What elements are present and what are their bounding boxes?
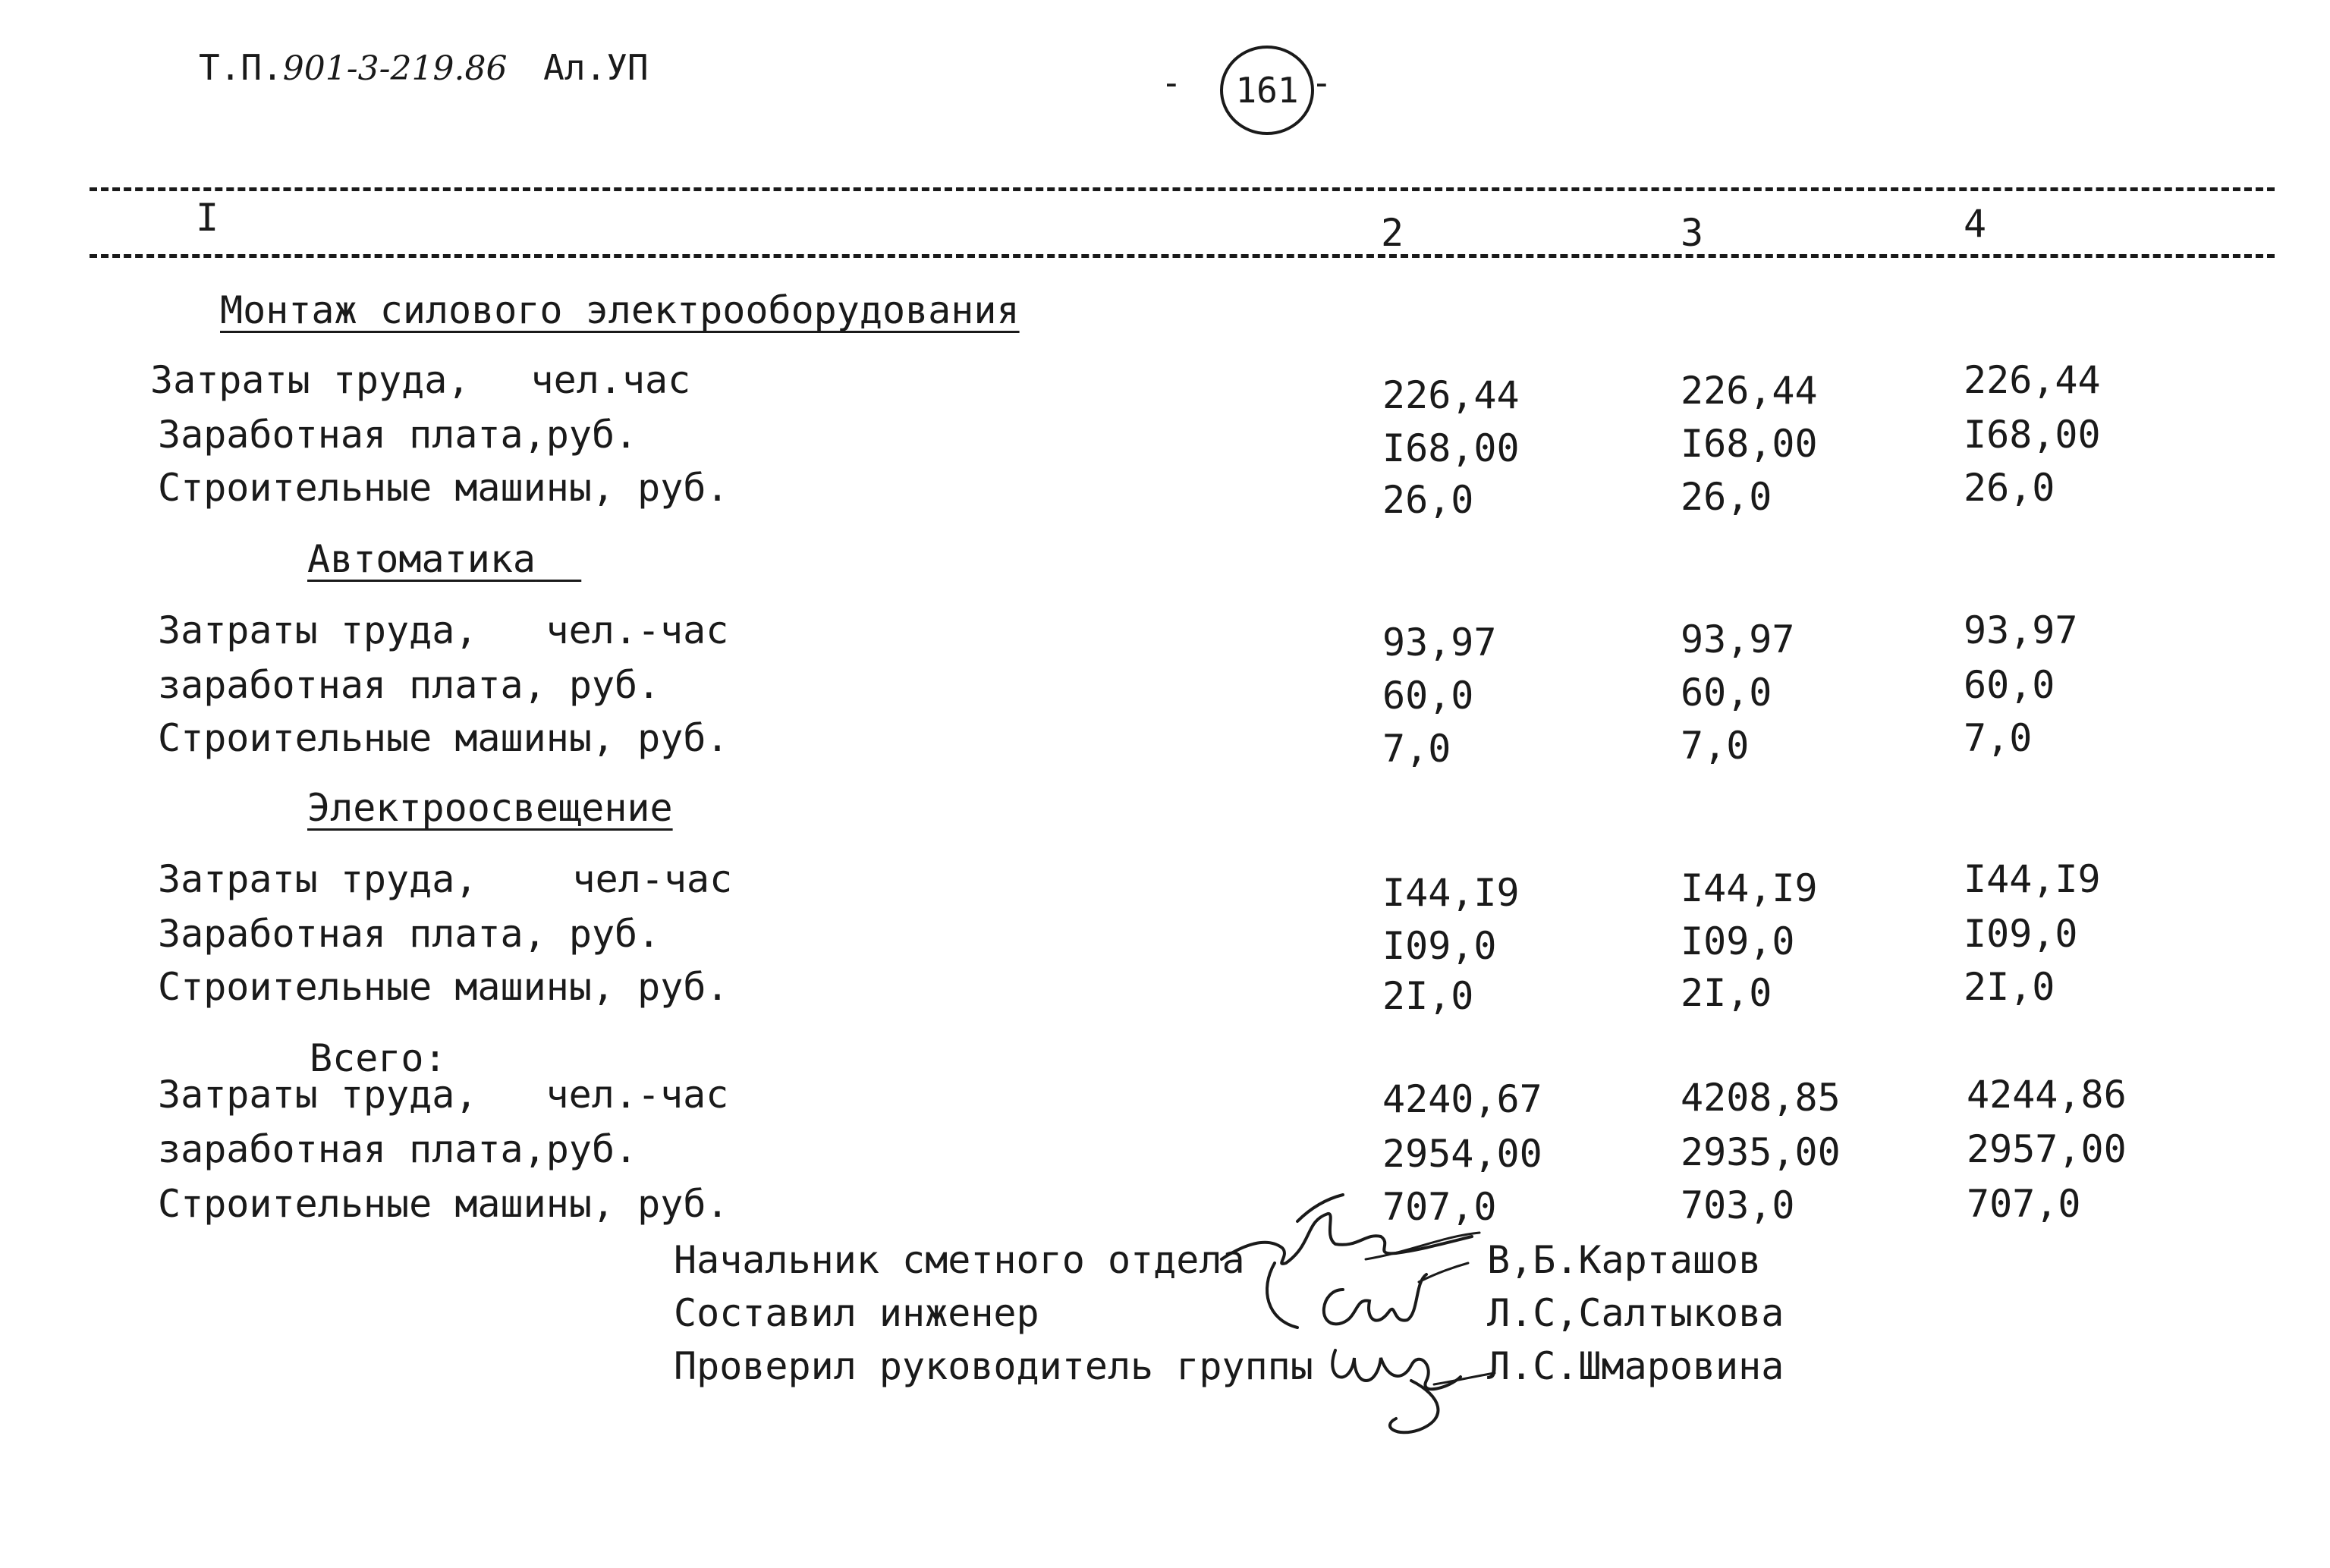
table-top-rule [90,187,2275,191]
row-label: Затраты труда, чел.-час [158,608,729,652]
row-value: 707,0 [1382,1185,1497,1229]
row-label: Затраты труда, чел-час [158,857,733,901]
row-value: 26,0 [1964,466,2055,510]
column-header-3: 3 [1681,211,1704,255]
row-value: 7,0 [1964,716,2033,760]
row-value: 2I,0 [1964,965,2055,1009]
row-label: заработная плата,руб. [158,1127,638,1171]
page-number: 161 [1235,70,1299,111]
row-value: 707,0 [1967,1182,2081,1226]
row-value: 60,0 [1964,663,2055,707]
row-value: 4240,67 [1382,1077,1542,1121]
signature-name: Л.С,Салтыкова [1487,1291,1784,1335]
total-title: Всего: [310,1036,447,1080]
row-label: Затраты труда, чел.-час [158,1073,729,1117]
album-label: Ал.УП [543,47,649,88]
row-value: I09,0 [1964,912,2078,956]
row-value: 4244,86 [1967,1073,2127,1117]
row-value: I68,00 [1964,413,2101,457]
row-value: 93,97 [1681,617,1795,661]
row-value: 226,44 [1382,373,1520,417]
signature-name: В,Б.Карташов [1487,1238,1762,1282]
row-label: Строительные машины, руб. [158,965,729,1009]
section-title-power: Монтаж силового электрооборудования [220,288,1020,332]
handwritten-signature-3 [1320,1335,1502,1441]
doc-prefix: Т.П. [199,47,283,88]
row-value: 7,0 [1681,724,1750,768]
row-value: 2954,00 [1382,1132,1542,1176]
row-label: Строительные машины, руб. [158,466,729,510]
row-value: 2957,00 [1967,1127,2127,1171]
row-value: 703,0 [1681,1183,1795,1227]
row-value: 93,97 [1382,621,1497,665]
row-value: 2935,00 [1681,1130,1841,1174]
column-header-2: 2 [1381,211,1404,255]
row-label: Заработная плата,руб. [158,413,638,457]
column-header-1: I [196,196,219,240]
row-unit: чел.час [530,358,691,402]
row-unit: чел.-час [546,1073,729,1117]
row-unit: чел-час [572,857,733,901]
row-value: I68,00 [1382,426,1520,470]
row-label: Строительные машины, руб. [158,716,729,760]
doc-number: 901-3-219.86 [282,49,508,88]
row-value: I44,I9 [1964,857,2101,901]
row-value: 26,0 [1382,478,1474,522]
row-label: Строительные машины, руб. [158,1182,729,1226]
row-value: 26,0 [1681,475,1772,519]
row-value: 226,44 [1681,369,1818,413]
row-label: Заработная плата, руб. [158,912,661,956]
section-title-automation: Автоматика [307,537,536,581]
row-value: 93,97 [1964,608,2078,652]
row-value: I68,00 [1681,422,1818,466]
row-value: 60,0 [1382,674,1474,718]
row-value: I09,0 [1382,924,1497,968]
signature-role: Начальник сметного отдела [674,1238,1245,1282]
page-number-circle [1220,46,1314,135]
row-value: 60,0 [1681,671,1772,715]
doc-code [199,47,649,88]
signature-role: Проверил руководитель группы [674,1344,1313,1388]
row-unit: чел.-час [546,608,729,652]
page-dash-left: - [1161,62,1182,103]
signature-role: Составил инженер [674,1291,1039,1335]
row-label: Затраты труда, чел.час [150,358,691,402]
row-label: заработная плата, руб. [158,663,661,707]
column-header-4: 4 [1964,202,1987,246]
row-value: 7,0 [1382,727,1451,771]
section-title-lighting: Электроосвещение [307,786,673,830]
row-value: I44,I9 [1681,866,1818,910]
row-value: I44,I9 [1382,871,1520,915]
row-value: 4208,85 [1681,1076,1841,1120]
page-dash-right: - [1311,62,1332,103]
table-header-rule [90,254,2275,258]
row-value: 2I,0 [1382,974,1474,1018]
row-value: I09,0 [1681,919,1795,963]
row-value: 226,44 [1964,358,2101,402]
signature-name: Л.С.Шмаровина [1487,1344,1784,1388]
row-value: 2I,0 [1681,971,1772,1015]
